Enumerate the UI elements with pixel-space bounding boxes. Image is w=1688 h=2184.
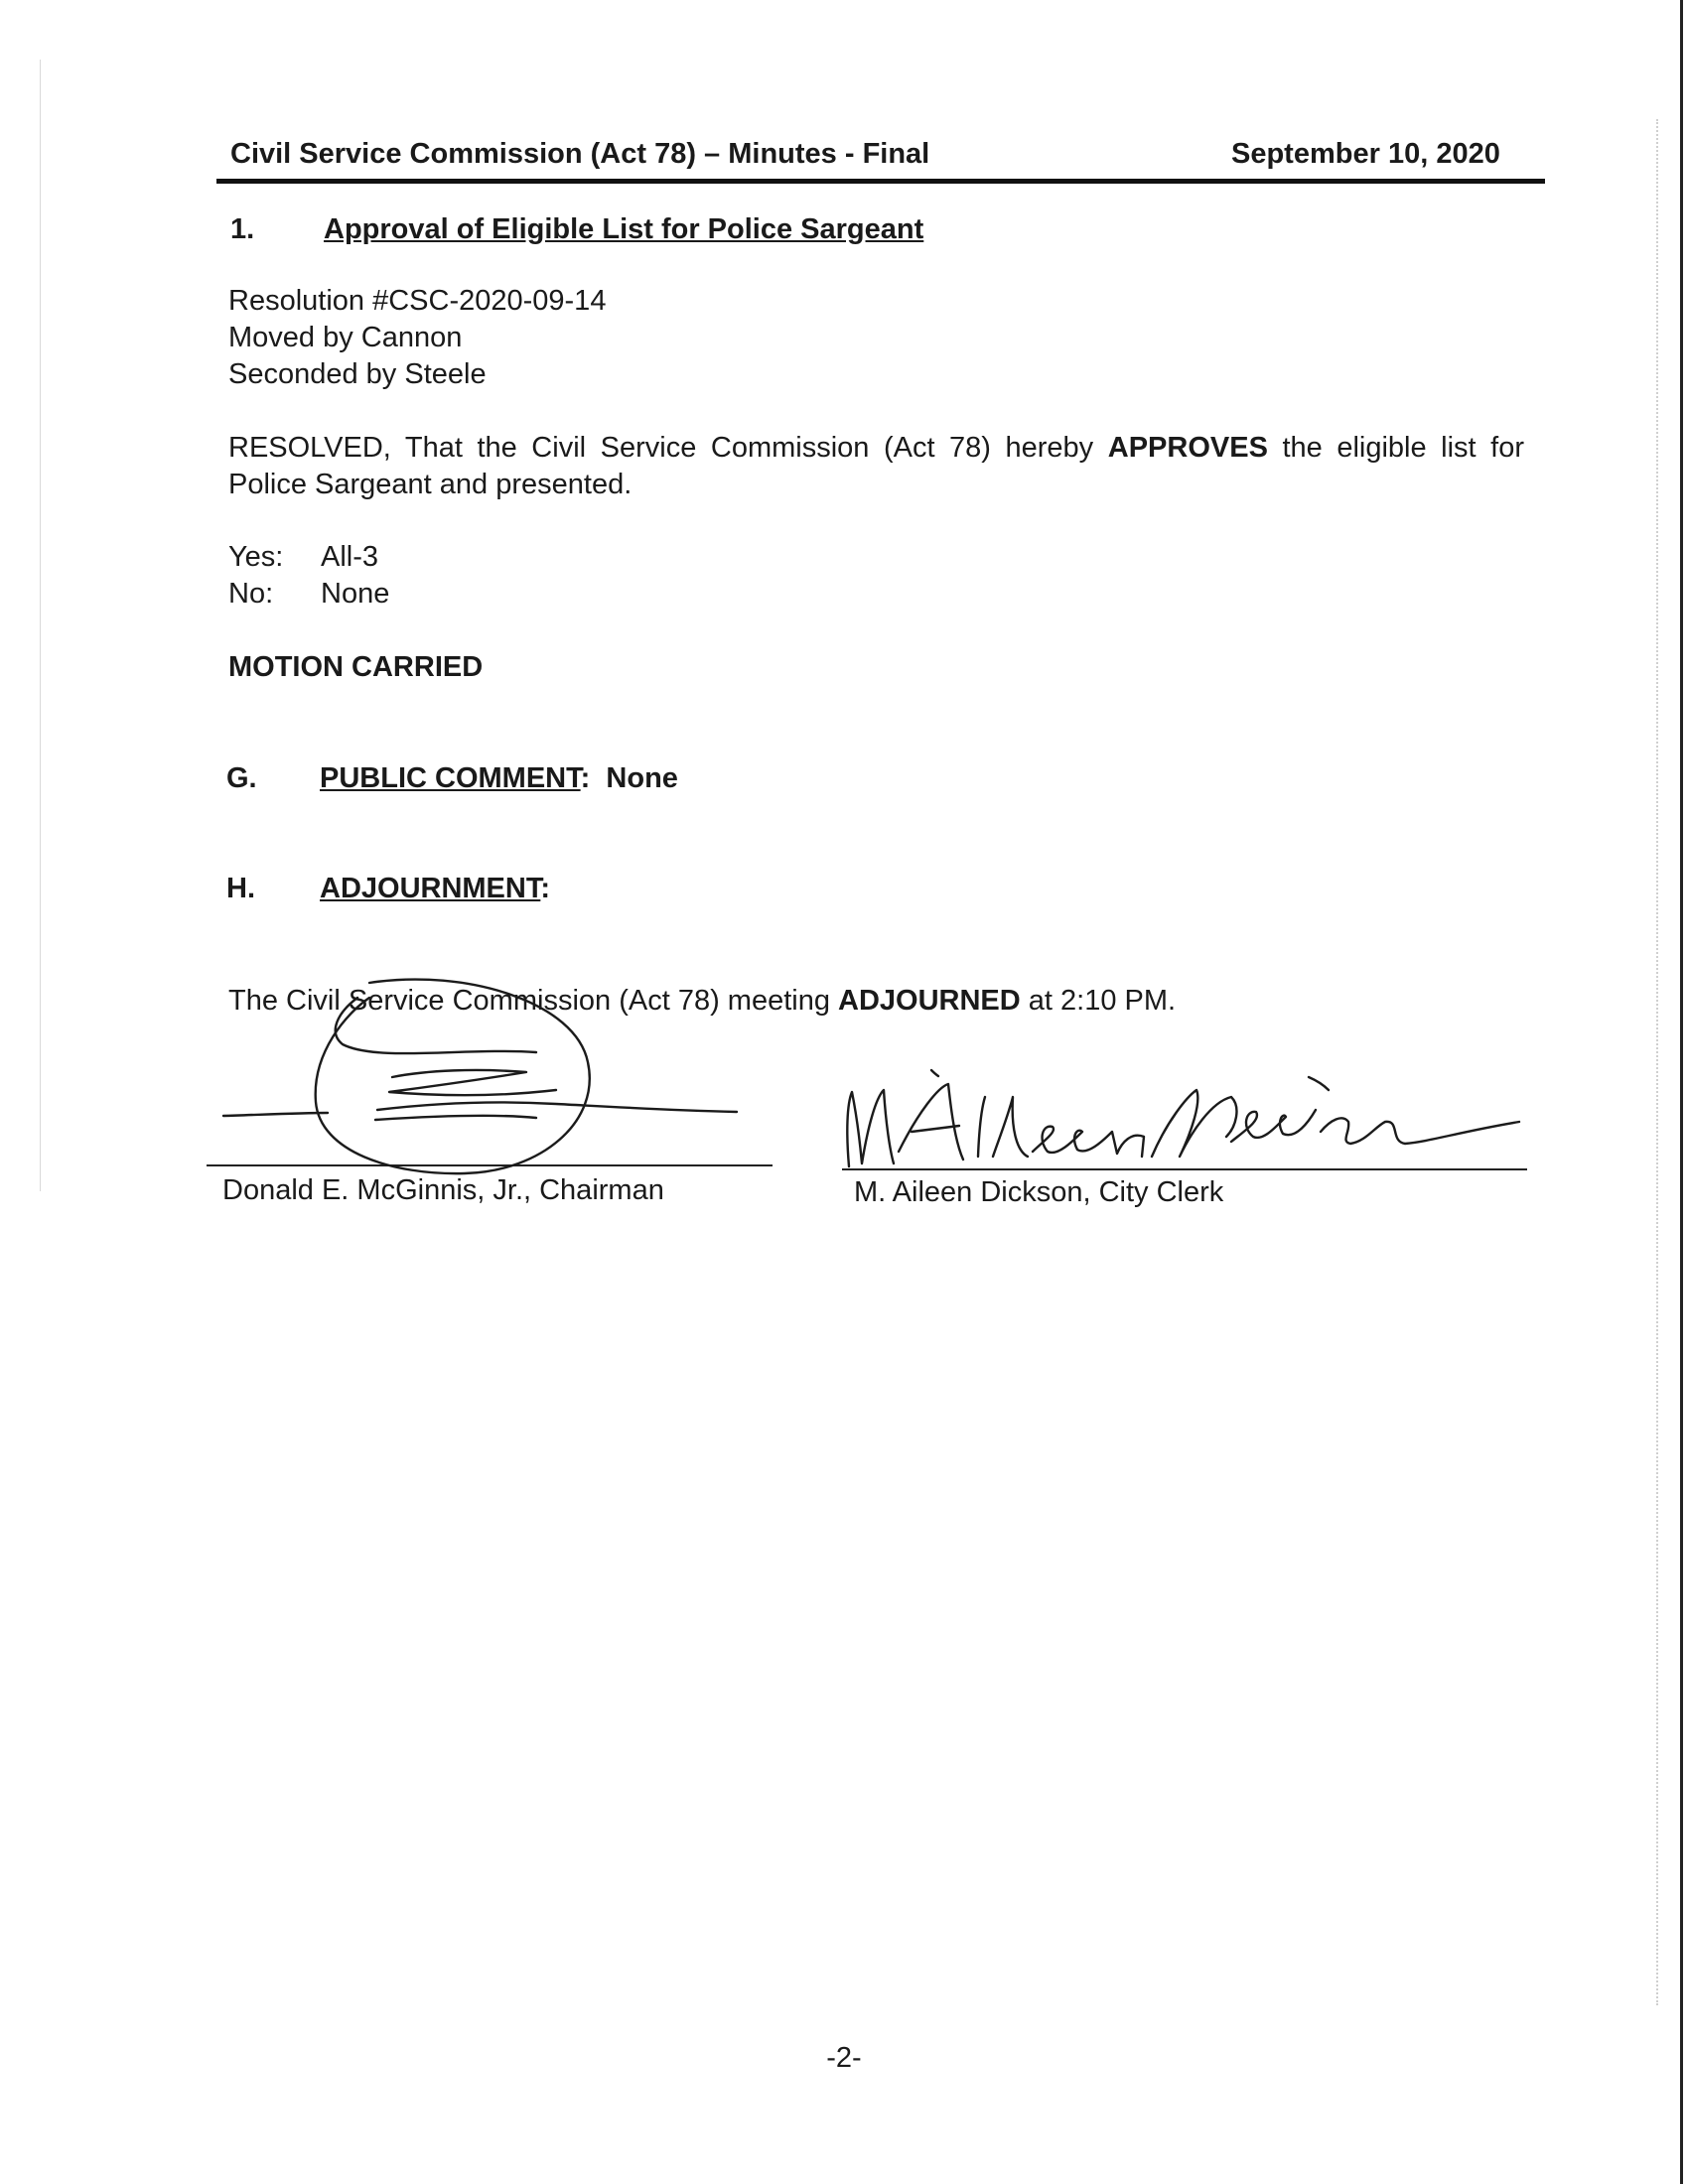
vote-yes-value: All-3 [321,541,379,573]
seconded-by: Seconded by Steele [228,358,487,390]
chairman-caption: Donald E. McGinnis, Jr., Chairman [222,1174,664,1206]
public-comment-colon: : [580,762,591,794]
item-title: Approval of Eligible List for Police Sargeant [324,213,924,245]
vote-no-label: No: [228,578,274,610]
adjournment-heading: ADJOURNMENT [320,873,541,904]
resolution-id: Resolution #CSC-2020-09-14 [228,285,607,317]
section-g-letter: G. [226,762,257,794]
adjournment-prefix: The Civil Service Commission (Act 78) meeting [228,985,839,1017]
resolved-keyword: APPROVES [1107,432,1268,464]
adjournment-colon: : [540,873,551,904]
adjournment-keyword: ADJOURNED [838,985,1021,1017]
motion-result: MOTION CARRIED [228,651,484,683]
moved-by: Moved by Cannon [228,322,463,353]
document-date: September 10, 2020 [1231,138,1500,170]
page-number: -2- [826,2042,862,2074]
section-h-letter: H. [226,873,255,904]
item-number: 1. [230,213,255,245]
vote-no-value: None [321,578,390,610]
resolved-prefix: RESOLVED, That the Civil Service Commission (Act 78) hereby [228,432,1108,464]
resolved-suffix: the eligible list for Police Sargeant and presented. [228,432,1524,500]
public-comment-heading: PUBLIC COMMENT [320,762,581,794]
adjournment-suffix: at 2:10 PM. [1020,985,1177,1017]
clerk-caption: M. Aileen Dickson, City Clerk [854,1176,1224,1208]
vote-yes-label: Yes: [228,541,284,573]
public-comment-value: None [606,762,678,794]
document-title: Civil Service Commission (Act 78) – Minutes - Final [230,138,930,170]
